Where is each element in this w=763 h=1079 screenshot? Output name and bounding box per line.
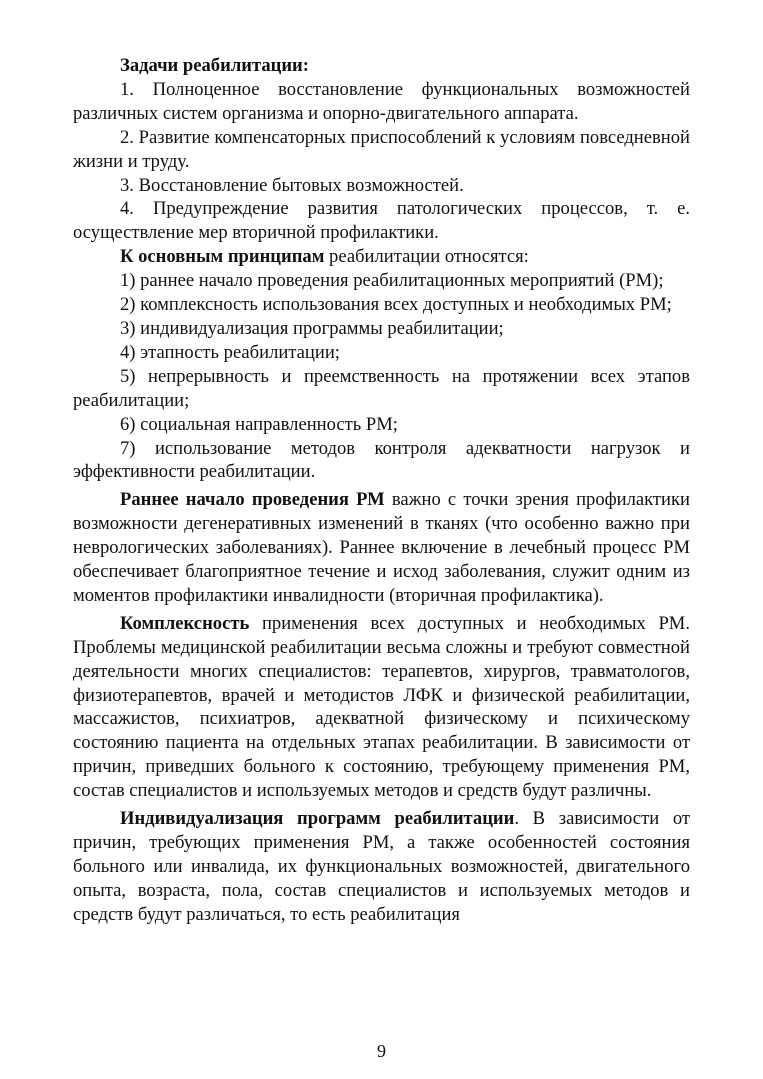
task-item-3: 3. Восстановление бытовых возможностей.: [120, 174, 464, 196]
individualization-paragraph: [73, 807, 690, 927]
individualization-term: Индивидуализация программ реабилитации: [120, 808, 515, 830]
early-start-paragraph: [73, 488, 690, 608]
task-item-4: 4. Предупреждение развития патологических процессов, т. е. осуществление мер вторичной профилактики.: [73, 198, 690, 244]
principles-intro-rest: реабилитации относятся:: [324, 246, 529, 268]
tasks-heading: Задачи реабилитации:: [120, 55, 309, 76]
early-start-text: важно с точки зрения профилактики возможности дегенеративных изменений в тканях (что особенно важно при неврологических заболеваниях). Раннее включение в лечебный процесс РМ обеспечивает благоприятное течение и исход заболевания, служит одним из моментов профилактики инвалидности (вторичная профилактика).: [73, 489, 690, 606]
principle-item-3: 3) индивидуализация программы реабилитации;: [120, 317, 504, 339]
individualization-text: . В зависимости от причин, требующих применения РМ, а также особенностей состояния больного или инвалида, их функциональных возможностей, двигательного опыта, возраста, пола, состав специалистов и используемых методов и средств будут различаться, то есть реабилитация: [73, 808, 690, 925]
document-page: [73, 54, 690, 927]
principle-item-6: 6) социальная направленность РМ;: [120, 413, 398, 435]
task-item-1: 1. Полноценное восстановление функциональных возможностей различных систем организма и опорно-двигательного аппарата.: [73, 78, 690, 124]
task-item-2: 2. Развитие компенсаторных приспособлений к условиям повседневной жизни и труду.: [73, 126, 690, 172]
principle-item-7: 7) использование методов контроля адекватности нагрузок и эффективности реабилитации.: [73, 437, 690, 483]
principle-item-4: 4) этапность реабилитации;: [120, 341, 340, 363]
principle-item-5: 5) непрерывность и преемственность на протяжении всех этапов реабилитации;: [73, 365, 690, 411]
principle-item-1: 1) раннее начало проведения реабилитационных мероприятий (РМ);: [120, 270, 664, 292]
page-number: 9: [377, 1041, 386, 1061]
principles-intro-bold: К основным принципам: [120, 246, 325, 268]
complexity-paragraph: [73, 612, 690, 803]
principle-item-2: 2) комплексность использования всех доступных и необходимых РМ;: [120, 294, 672, 316]
principles-intro: [73, 245, 690, 269]
complexity-text: применения всех доступных и необходимых РМ. Проблемы медицинской реабилитации весьма сложны и требуют совместной деятельности многих специалистов: терапевтов, хирургов, травматологов, физиотерапевтов, врачей и методистов ЛФК и физической реабилитации, массажистов, психиатров, адекватной физическому и психическому состоянию пациента на отдельных этапах реабилитации. В зависимости от причин, приведших больного к состоянию, требующему применения РМ, состав специалистов и используемых методов и средств будут различны.: [73, 612, 690, 802]
complexity-term: Комплексность: [120, 612, 250, 634]
early-start-term: Раннее начало проведения РМ: [120, 489, 385, 511]
